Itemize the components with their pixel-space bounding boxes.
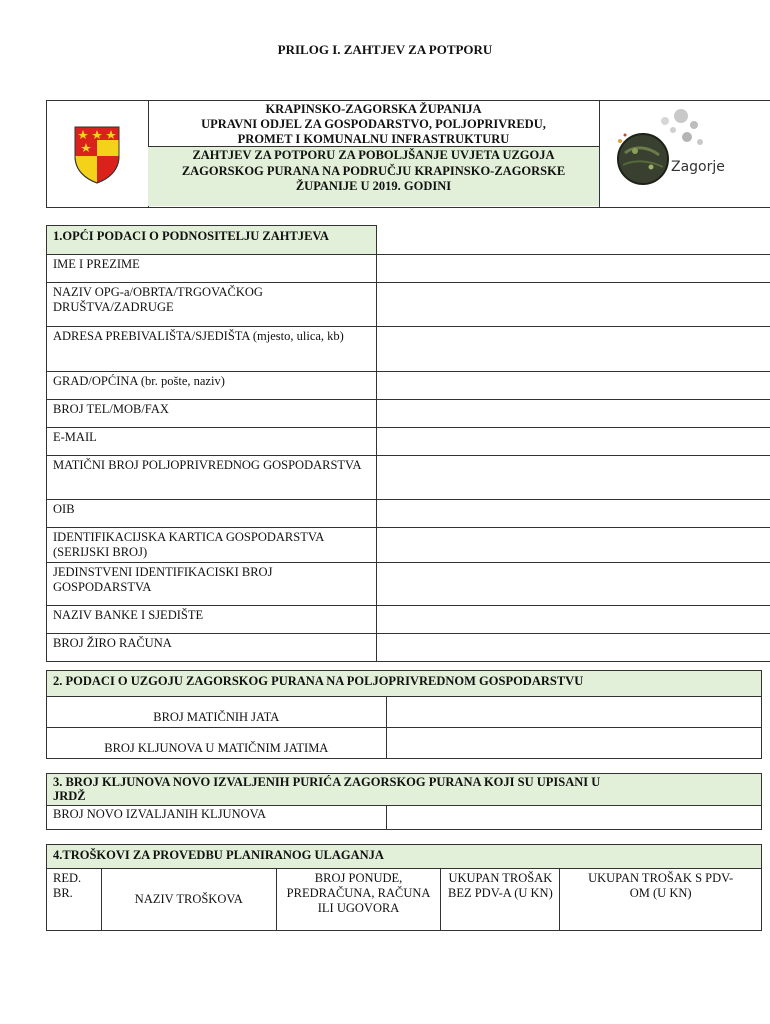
field-input-name[interactable] (376, 255, 770, 283)
county-office-heading (148, 101, 599, 147)
request-title-line2: ZAGORSKOG PURANA NA PODRUČJU KRAPINSKO-ZAGORSKE (181, 163, 566, 178)
section2-table (46, 670, 762, 759)
column-header-document-number: BROJ PONUDE, PREDRAČUNA, RAČUNA ILI UGOVORA (276, 869, 441, 931)
field-label-email: E-MAIL (47, 428, 377, 456)
header-block (46, 100, 770, 208)
request-title-line3: ŽUPANIJE U 2019. GODINI (295, 179, 452, 193)
field-input-business-name[interactable] (376, 283, 770, 327)
field-label-name: IME I PREZIME (47, 255, 377, 283)
office-name-line2: PROMET I KOMUNALNU INFRASTRUKTURU (237, 132, 510, 146)
column-header-total-without-vat: UKUPAN TROŠAK BEZ PDV-A (U KN) (441, 869, 560, 931)
section1-heading: 1.OPĆI PODACI O PODNOSITELJU ZAHTJEVA (47, 226, 377, 255)
county-name: KRAPINSKO-ZAGORSKA ŽUPANIJA (265, 102, 482, 116)
field-input-address[interactable] (376, 327, 770, 372)
field-label-business-name: NAZIV OPG-a/OBRTA/TRGOVAČKOG DRUŠTVA/ZADRUGE (47, 283, 377, 327)
field-label-account: BROJ ŽIRO RAČUNA (47, 634, 377, 662)
office-name-line1: UPRAVNI ODJEL ZA GOSPODARSTVO, POLJOPRIVREDU, (201, 117, 546, 131)
field-label-beaks-in-flocks: BROJ KLJUNOVA U MATIČNIM JATIMA (47, 728, 387, 759)
field-input-new-beaks[interactable] (386, 806, 761, 830)
column-header-total-with-vat: UKUPAN TROŠAK S PDV-OM (U KN) (560, 869, 762, 931)
coat-of-arms-icon (74, 126, 120, 184)
svg-text:Zagorje: Zagorje (671, 159, 725, 175)
section3-heading: 3. BROJ KLJUNOVA NOVO IZVALJENIH PURIĆA ZAGORSKOG PURANA KOJI SU UPISANI U JRDŽ (47, 774, 762, 806)
section4-table (46, 844, 762, 931)
field-input-flocks[interactable] (386, 697, 761, 728)
field-input-unique-id[interactable] (376, 563, 770, 606)
field-label-oib: OIB (47, 500, 377, 528)
zagorje-logo-icon (613, 107, 763, 199)
field-label-city: GRAD/OPĆINA (br. pošte, naziv) (47, 372, 377, 400)
field-label-address: ADRESA PREBIVALIŠTA/SJEDIŠTA (mjesto, ulica, kb) (47, 327, 377, 372)
section1-heading-blank (376, 226, 770, 255)
section4-heading: 4.TROŠKOVI ZA PROVEDBU PLANIRANOG ULAGANJA (47, 845, 762, 869)
column-header-row-number: RED. BR. (47, 869, 102, 931)
request-title-line1: ZAHTJEV ZA POTPORU ZA POBOLJŠANJE UVJETA UZGOJA (192, 148, 555, 162)
section2-heading: 2. PODACI O UZGOJU ZAGORSKOG PURANA NA POLJOPRIVREDNOM GOSPODARSTVU (47, 671, 762, 697)
field-label-phone: BROJ TEL/MOB/FAX (47, 400, 377, 428)
field-label-unique-id: JEDINSTVENI IDENTIFIKACISKI BROJ GOSPODARSTVA (47, 563, 377, 606)
field-input-id-card[interactable] (376, 528, 770, 563)
request-title (148, 147, 599, 206)
field-label-bank: NAZIV BANKE I SJEDIŠTE (47, 606, 377, 634)
field-input-phone[interactable] (376, 400, 770, 428)
field-label-farm-id: MATIČNI BROJ POLJOPRIVREDNOG GOSPODARSTVA (47, 456, 377, 500)
field-input-oib[interactable] (376, 500, 770, 528)
section1-table (46, 225, 770, 662)
field-input-bank[interactable] (376, 606, 770, 634)
field-input-email[interactable] (376, 428, 770, 456)
header-title-cell (148, 101, 600, 207)
document-title: PRILOG I. ZAHTJEV ZA POTPORU (277, 42, 493, 57)
field-label-flocks: BROJ MATIČNIH JATA (47, 697, 387, 728)
field-input-beaks-in-flocks[interactable] (386, 728, 761, 759)
field-input-account[interactable] (376, 634, 770, 662)
field-input-farm-id[interactable] (376, 456, 770, 500)
section3-table (46, 773, 762, 830)
field-label-id-card: IDENTIFIKACIJSKA KARTICA GOSPODARSTVA (SERIJSKI BROJ) (47, 528, 377, 563)
field-input-city[interactable] (376, 372, 770, 400)
field-label-new-beaks: BROJ NOVO IZVALJANIH KLJUNOVA (47, 806, 387, 830)
zagorje-logo-cell (599, 101, 770, 207)
column-header-cost-name: NAZIV TROŠKOVA (101, 869, 276, 931)
coat-of-arms-cell (47, 101, 149, 207)
